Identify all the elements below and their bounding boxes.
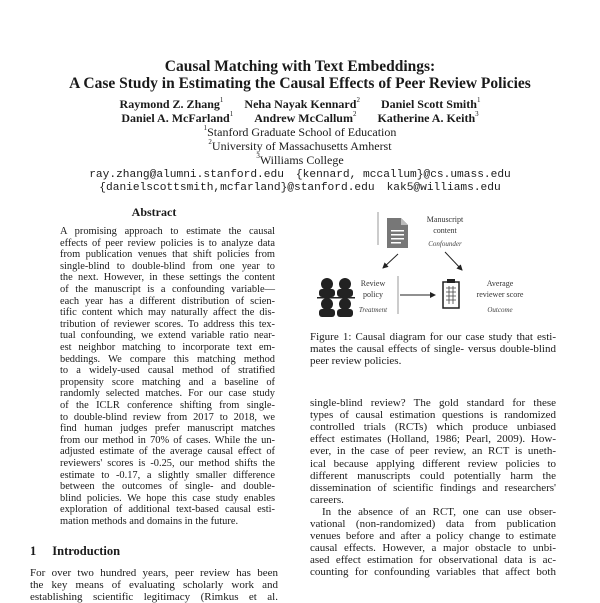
- text-line: single-blind review? The gold standard for these: [310, 397, 556, 409]
- text-line: single-blind to double-blind from one year to: [60, 260, 275, 272]
- text-line: counting for confounding variables that affect both: [310, 566, 556, 579]
- arrow-confounder-outcome: [445, 252, 462, 270]
- treatment-role: Treatment: [358, 306, 388, 314]
- emails-row-1: [0, 169, 600, 181]
- text-line: mates the causal effects of single- versus double-blind: [310, 343, 556, 356]
- affiliation-3: $^3$Williams College: [256, 152, 344, 167]
- text-line: each year has a different distribution of scien-: [60, 295, 275, 307]
- text-line: ased effect estimation for observational data is ac-: [310, 554, 556, 567]
- text-line: different manuscripts could potentially harm the: [310, 469, 556, 482]
- text-line: est neighbor matching to incorporate text em-: [60, 342, 275, 353]
- text-line: to a widely-used causal method of stratified: [60, 365, 275, 377]
- text-line: from our method in 70% of cases. While the un-: [60, 434, 275, 446]
- text-line: tribution of reviewer scores. To address this tex-: [60, 318, 275, 330]
- text-line: Figure 1: Causal diagram for our case study that esti-: [310, 331, 556, 343]
- text-line: For over two hundred years, peer review has been: [30, 567, 278, 579]
- text-line: tific content which may naturally affect the dis-: [60, 307, 275, 319]
- paper-title-line-2: A Case Study in Estimating the Causal Effects of Peer Review Policies: [69, 75, 531, 92]
- text-line: venues before and after a policy change to estimate: [310, 530, 556, 543]
- text-line: types of causal estimation questions is randomized: [310, 409, 556, 422]
- email: {kennard, mccallum}@cs.umass.edu: [295, 169, 511, 181]
- text-line: beddings. We compare this matching method: [60, 353, 275, 365]
- email: {danielscottsmith,mcfarland}@stanford.edu: [99, 182, 375, 194]
- reviewers-icon: [317, 278, 355, 317]
- arrow-confounder-treatment: [383, 254, 398, 268]
- text-line: establishing scientific legitimacy (Rimkus et al.: [30, 591, 278, 603]
- text-line: mation methods and domains in the future.: [60, 516, 239, 527]
- author: Neha Nayak Kennard$^2$: [244, 96, 360, 111]
- causal-diagram-figure: [290, 200, 560, 330]
- outcome-role: Outcome: [487, 306, 513, 314]
- text-line: dissemination of scientific findings and researchers': [310, 481, 556, 494]
- outcome-label-2: reviewer score: [476, 290, 524, 299]
- text-line: controlled trials (RCTs) which produce unbiased: [310, 421, 556, 434]
- authors-row-1: [0, 97, 600, 112]
- text-line: reviewers' scores is -0.25, our method shifts the: [60, 458, 275, 469]
- text-line: ical because applying different review policies to: [310, 457, 556, 470]
- emails-row-2: [0, 182, 600, 194]
- author: Daniel A. McFarland$^1$: [121, 110, 234, 125]
- email: kak5@williams.edu: [386, 182, 501, 194]
- treatment-label-1: Review: [360, 279, 386, 288]
- paper-title-line-1: Causal Matching with Text Embeddings:: [164, 58, 436, 75]
- section-heading-introduction: 1 Introduction: [30, 544, 121, 558]
- abstract-heading: Abstract: [131, 205, 177, 219]
- text-line: the key means of evaluating scholarly work and: [30, 579, 278, 592]
- outcome-label-1: Average: [486, 279, 514, 288]
- author: Andrew McCallum$^2$: [254, 110, 357, 125]
- authors-row-2: [0, 111, 600, 126]
- author: Katherine A. Keith$^3$: [377, 110, 479, 125]
- text-line: In the absence of an RCT, one can use obser-: [322, 505, 556, 518]
- author: Daniel Scott Smith$^1$: [380, 96, 481, 111]
- text-line: ever, in the case of peer review, an RCT is uneth-: [310, 445, 556, 458]
- email: ray.zhang@alumni.stanford.edu: [89, 169, 284, 181]
- confounder-label-2: content: [433, 226, 457, 235]
- text-line: A promising approach to estimate the causal: [60, 226, 275, 237]
- text-line: estimate to -0.17, a slightly smaller difference: [60, 469, 275, 481]
- text-line: exploration of additional text-based causal esti-: [60, 504, 275, 516]
- text-line: blind policies. We hope this case study enables: [60, 492, 275, 504]
- confounder-label-1: Manuscript: [426, 215, 464, 224]
- text-line: of the manuscript is a confounding variable—: [60, 284, 275, 295]
- author: Raymond Z. Zhang$^1$: [119, 96, 224, 111]
- treatment-label-2: policy: [363, 290, 383, 299]
- clipboard-icon: [443, 279, 459, 308]
- text-line: propensity score matching and a baseline of: [60, 376, 275, 388]
- text-line: the next. However, in these settings the content: [60, 272, 275, 284]
- text-line: randomly selected matches. For our case study: [60, 388, 275, 400]
- text-line: causal effects. However, a major obstacle to unbi-: [310, 542, 556, 555]
- text-line: to double-blind review from 2017 to 2018, we: [60, 411, 275, 423]
- affiliation-2: $^2$University of Massachusetts Amherst: [208, 138, 392, 153]
- text-line: effects of peer review policies is to analyze data: [60, 237, 275, 249]
- text-line: effect estimates (Holland, 1986; Pearl, 2009). How-: [310, 433, 556, 446]
- text-line: careers.: [310, 493, 344, 506]
- text-line: between the outcomes of single- and double-: [60, 481, 275, 493]
- confounder-role: Confounder: [428, 240, 462, 248]
- text-line: from publication venues that shift policies from: [60, 249, 275, 261]
- text-line: find human judges prefer manuscript matches: [60, 423, 275, 435]
- text-line: of the ICLR conference shifting from single-: [60, 400, 275, 411]
- document-icon: [387, 218, 408, 248]
- text-line: adjusted estimate of the average causal effect of: [60, 446, 275, 458]
- text-line: vational (non-randomized) data from publication: [310, 518, 556, 530]
- text-line: peer review policies.: [310, 355, 402, 368]
- affiliation-1: $^1$Stanford Graduate School of Education: [203, 124, 397, 139]
- text-line: tual confounding, we extend variable ratio near-: [60, 330, 275, 342]
